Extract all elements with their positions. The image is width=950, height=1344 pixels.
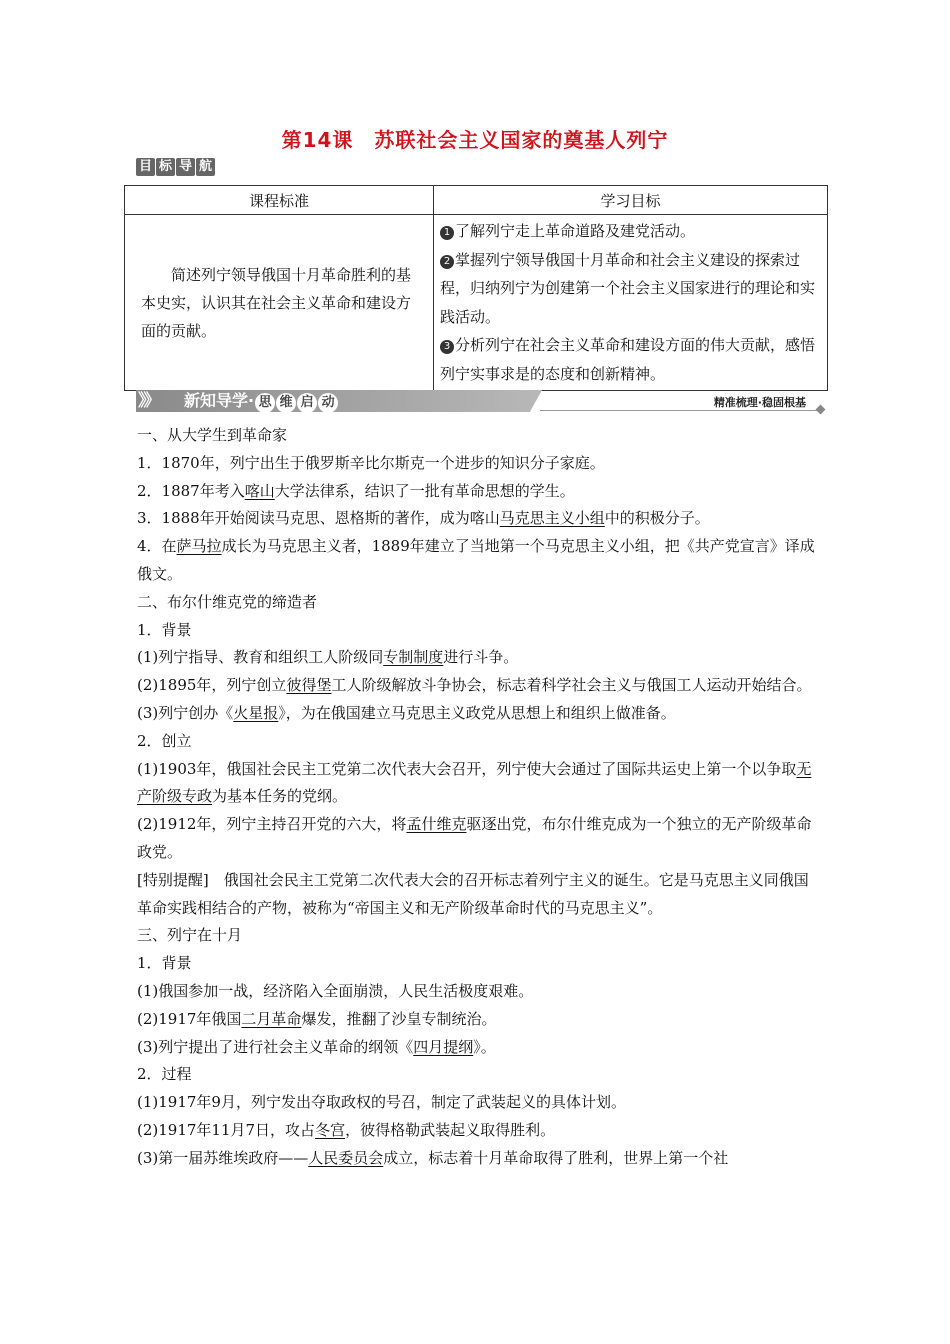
content-line bbox=[137, 1061, 820, 1089]
content-line bbox=[137, 756, 820, 812]
key-term: 无产阶级专政 bbox=[137, 759, 812, 806]
number-2-icon: 2 bbox=[440, 255, 454, 269]
diamond-icon bbox=[816, 405, 826, 415]
line-text: 1．1870年，列宁出生于俄罗斯辛比尔斯克一个进步的知识分子家庭。 bbox=[137, 453, 605, 472]
content-line bbox=[137, 644, 820, 672]
content-line bbox=[137, 728, 820, 756]
content-line bbox=[137, 1117, 820, 1145]
content-line bbox=[137, 1145, 820, 1173]
line-text: (1)1903年，俄国社会民主工党第二次代表大会召开，列宁使大会通过了国际共运史上第一个以争取 bbox=[137, 759, 797, 778]
line-text: [特别提醒] 俄国社会民主工党第二次代表大会的召开标志着列宁主义的诞生。它是马克思主义同俄国革命实践相结合的产物，被称为“帝国主义和无产阶级革命时代的马克思主义”。 bbox=[137, 870, 809, 917]
key-term: 专制制度 bbox=[383, 648, 444, 667]
line-text: 一、从大学生到革命家 bbox=[137, 426, 288, 444]
line-text: 》，为在俄国建立马克思主义政党从思想上和组织上做准备。 bbox=[278, 703, 676, 722]
content-line bbox=[137, 811, 820, 867]
content-line bbox=[137, 505, 820, 533]
standard-text: 简述列宁领导俄国十月革命胜利的基本史实，认识其在社会主义革命和建设方面的贡献。 bbox=[141, 265, 412, 340]
line-text: 2．1887年考入 bbox=[137, 481, 245, 500]
line-text: (1)俄国参加一战，经济陷入全面崩溃，人民生活极度艰难。 bbox=[137, 981, 534, 1000]
badge-char: 导 bbox=[176, 158, 195, 176]
content-line bbox=[137, 1006, 820, 1034]
banner-title-text: 新知导学· bbox=[184, 391, 255, 410]
badge-char: 航 bbox=[196, 158, 215, 176]
line-text: (1)列宁指导、教育和组织工人阶级同 bbox=[137, 648, 384, 667]
key-term: 孟什维克 bbox=[406, 815, 467, 834]
standard-cell bbox=[125, 215, 434, 391]
line-text: 2．过程 bbox=[137, 1065, 192, 1084]
line-text: 进行斗争。 bbox=[443, 648, 519, 667]
lesson-content bbox=[137, 422, 820, 1173]
header-objectives: 学习目标 bbox=[434, 186, 828, 215]
content-line bbox=[137, 922, 820, 950]
line-text: ，彼得格勒武装起义取得胜利。 bbox=[345, 1120, 556, 1139]
content-line bbox=[137, 478, 820, 506]
page-title: 第14课 苏联社会主义国家的奠基人列宁 bbox=[281, 128, 669, 152]
line-text: 1．背景 bbox=[137, 954, 192, 973]
objective-item bbox=[440, 331, 821, 388]
line-text: 》。 bbox=[473, 1037, 496, 1056]
objective-text: 分析列宁在社会主义革命和建设方面的伟大贡献，感悟列宁实事求是的态度和创新精神。 bbox=[440, 336, 816, 383]
content-line bbox=[137, 533, 820, 589]
objective-text: 掌握列宁领导俄国十月革命和社会主义建设的探索过程，归纳列宁为创建第一个社会主义国家进行的理论和实践活动。 bbox=[440, 250, 816, 326]
objective-item bbox=[440, 246, 821, 332]
key-term: 冬宫 bbox=[315, 1120, 346, 1139]
line-text: (3)列宁创办《 bbox=[137, 703, 234, 722]
content-line bbox=[137, 867, 820, 923]
banner-pill: 维 bbox=[276, 393, 296, 413]
line-text: (3)列宁提出了进行社会主义革命的纲领《 bbox=[137, 1037, 414, 1056]
double-chevron-icon: 》》 bbox=[138, 391, 158, 411]
objective-item bbox=[440, 217, 821, 246]
line-text: 1．背景 bbox=[137, 620, 192, 639]
banner-divider bbox=[540, 410, 822, 411]
key-term: 马克思主义小组 bbox=[499, 509, 605, 528]
key-term: 二月革命 bbox=[241, 1009, 302, 1028]
line-text: (2)1912年，列宁主持召开党的六大，将 bbox=[137, 815, 407, 834]
line-text: (1)1917年9月，列宁发出夺取政权的号召，制定了武装起义的具体计划。 bbox=[137, 1093, 626, 1112]
line-text: 为基本任务的党纲。 bbox=[212, 787, 348, 806]
line-text: 三、列宁在十月 bbox=[137, 926, 243, 945]
objective-text: 了解列宁走上革命道路及建党活动。 bbox=[455, 222, 696, 240]
banner-pill: 动 bbox=[318, 393, 338, 413]
goals-table bbox=[124, 185, 828, 391]
line-text: (2)1917年11月7日，攻占 bbox=[137, 1120, 316, 1139]
line-text: 二、布尔什维克党的缔造者 bbox=[137, 592, 318, 611]
line-text: (3)第一届苏维埃政府—— bbox=[137, 1148, 309, 1167]
objectives-cell bbox=[434, 215, 828, 391]
line-text: 爆发，推翻了沙皇专制统治。 bbox=[301, 1009, 497, 1028]
content-line bbox=[137, 700, 820, 728]
line-text: 4．在 bbox=[137, 537, 177, 556]
line-text: 成立，标志着十月革命取得了胜利，世界上第一个社 bbox=[383, 1148, 729, 1167]
key-term: 喀山 bbox=[244, 481, 275, 500]
line-text: 成长为马克思主义者，1889年建立了当地第一个马克思主义小组，把《共产党宣言》译成俄文。 bbox=[137, 537, 815, 583]
badge-char: 目 bbox=[136, 158, 155, 176]
key-term: 四月提纲 bbox=[413, 1037, 474, 1056]
key-term: 彼得堡 bbox=[286, 676, 332, 695]
section-banner bbox=[124, 388, 828, 414]
line-text: 大学法律系，结识了一批有革命思想的学生。 bbox=[274, 481, 575, 500]
content-line bbox=[137, 950, 820, 978]
section-badge-goals bbox=[136, 158, 215, 176]
line-text: 3．1888年开始阅读马克思、恩格斯的著作，成为喀山 bbox=[137, 509, 500, 528]
banner-title bbox=[184, 390, 338, 413]
banner-subtitle: 精准梳理·稳固根基 bbox=[713, 396, 806, 409]
content-line bbox=[137, 1034, 820, 1062]
header-standard: 课程标准 bbox=[125, 186, 434, 215]
key-term: 萨马拉 bbox=[176, 537, 222, 556]
banner-pill: 思 bbox=[255, 393, 275, 413]
content-line bbox=[137, 450, 820, 478]
content-line bbox=[137, 1089, 820, 1117]
number-1-icon: 1 bbox=[440, 226, 454, 240]
content-line bbox=[137, 422, 820, 450]
content-line bbox=[137, 589, 820, 617]
line-text: 驱逐出党，布尔什维克成为一个独立的无产阶级革命政党。 bbox=[137, 815, 812, 861]
line-text: 2．创立 bbox=[137, 731, 192, 750]
content-line bbox=[137, 617, 820, 645]
content-line bbox=[137, 978, 820, 1006]
key-term: 人民委员会 bbox=[308, 1148, 384, 1167]
number-3-icon: 3 bbox=[440, 340, 454, 354]
content-line bbox=[137, 672, 820, 700]
key-term: 火星报 bbox=[233, 703, 279, 722]
line-text: (2)1895年，列宁创立 bbox=[137, 676, 287, 695]
line-text: (2)1917年俄国 bbox=[137, 1009, 242, 1028]
line-text: 中的积极分子。 bbox=[604, 509, 710, 528]
line-text: 工人阶级解放斗争协会，标志着科学社会主义与俄国工人运动开始结合。 bbox=[331, 676, 812, 695]
badge-char: 标 bbox=[156, 158, 175, 176]
banner-pill: 启 bbox=[297, 393, 317, 413]
